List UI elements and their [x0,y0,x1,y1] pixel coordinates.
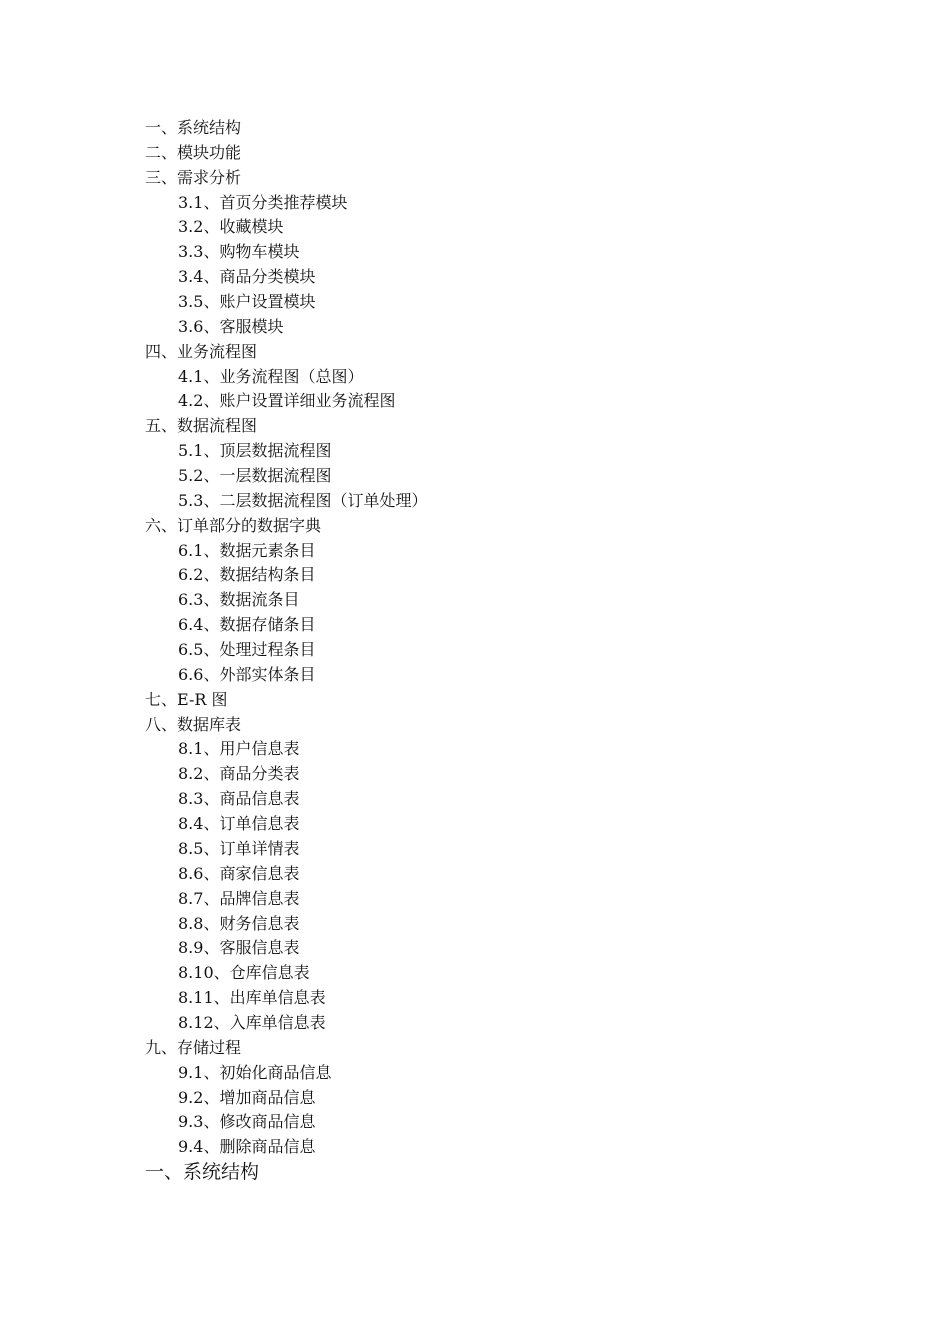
toc-subsection-entry: 8.11、出库单信息表 [178,988,326,1008]
toc-chapter-entry: 二、模块功能 [145,142,242,162]
toc-subsection-entry: 5.3、二层数据流程图（订单处理） [178,490,428,510]
toc-subsection-entry: 9.2、增加商品信息 [178,1087,316,1107]
toc-subsection-entry: 5.2、一层数据流程图 [178,466,332,486]
toc-subsection-entry: 8.3、商品信息表 [178,789,300,809]
toc-subsection-entry: 8.5、订单详情表 [178,838,300,858]
toc-subsection-entry: 8.1、用户信息表 [178,739,300,759]
toc-chapter-entry: 九、存储过程 [145,1037,242,1057]
toc-subsection-entry: 3.2、收藏模块 [178,217,284,237]
toc-subsection-entry: 9.4、删除商品信息 [178,1137,316,1157]
toc-subsection-entry: 3.5、账户设置模块 [178,292,316,312]
toc-subsection-entry: 8.7、品牌信息表 [178,888,300,908]
toc-subsection-entry: 3.1、首页分类推荐模块 [178,192,348,212]
toc-subsection-entry: 8.6、商家信息表 [178,863,300,883]
toc-subsection-entry: 6.1、数据元素条目 [178,540,316,560]
toc-subsection-entry: 6.2、数据结构条目 [178,565,316,585]
toc-subsection-entry: 4.1、业务流程图（总图） [178,366,364,386]
toc-subsection-entry: 5.1、顶层数据流程图 [178,441,332,461]
toc-chapter-entry: 五、数据流程图 [145,416,258,436]
toc-subsection-entry: 8.8、财务信息表 [178,913,300,933]
toc-subsection-entry: 4.2、账户设置详细业务流程图 [178,391,396,411]
toc-subsection-entry: 3.4、商品分类模块 [178,267,316,287]
toc-chapter-entry: 八、数据库表 [145,714,242,734]
toc-subsection-entry: 6.6、外部实体条目 [178,664,316,684]
toc-subsection-entry: 8.4、订单信息表 [178,814,300,834]
toc-chapter-entry: 四、业务流程图 [145,341,258,361]
toc-subsection-entry: 6.3、数据流条目 [178,590,300,610]
toc-subsection-entry: 3.3、购物车模块 [178,242,300,262]
toc-chapter-entry: 三、需求分析 [145,167,242,187]
toc-chapter-entry: 一、系统结构 [145,118,242,137]
table-of-contents [145,116,427,1160]
toc-chapter-entry: 六、订单部分的数据字典 [145,515,322,535]
toc-subsection-entry: 8.9、客服信息表 [178,938,300,958]
toc-subsection-entry: 8.2、商品分类表 [178,764,300,784]
toc-subsection-entry: 8.10、仓库信息表 [178,963,310,983]
section-heading: 一、系统结构 [145,1161,260,1183]
toc-subsection-entry: 3.6、客服模块 [178,316,284,336]
toc-subsection-entry: 6.5、处理过程条目 [178,640,316,660]
toc-chapter-entry: 七、E-R 图 [145,689,228,709]
toc-subsection-entry: 9.1、初始化商品信息 [178,1062,332,1082]
toc-subsection-entry: 8.12、入库单信息表 [178,1012,326,1032]
toc-subsection-entry: 6.4、数据存储条目 [178,615,316,635]
toc-subsection-entry: 9.3、修改商品信息 [178,1112,316,1132]
